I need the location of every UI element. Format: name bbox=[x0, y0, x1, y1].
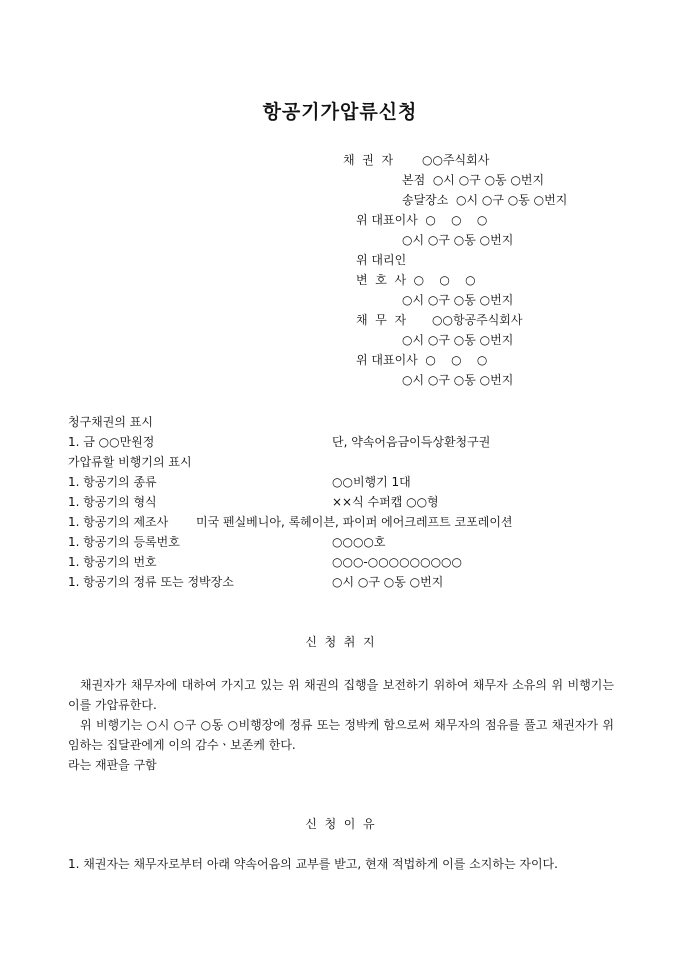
debtor-name: ○○항공주식회사 bbox=[432, 313, 523, 327]
purpose-heading: 신 청 취 지 bbox=[305, 635, 375, 649]
debtor-address: ○시 ○구 ○동 ○번지 bbox=[402, 333, 514, 347]
debtor-representative: 위 대표이사 ○ ○ ○ bbox=[356, 353, 488, 367]
creditor-label: 채 권 자 bbox=[343, 153, 394, 167]
aircraft-number-label: 1. 항공기의 번호 bbox=[68, 555, 157, 569]
creditor-head-office: 본점 ○시 ○구 ○동 ○번지 bbox=[402, 173, 545, 187]
creditor-representative: 위 대표이사 ○ ○ ○ bbox=[356, 213, 488, 227]
creditor-service-address: 송달장소 ○시 ○구 ○동 ○번지 bbox=[402, 193, 568, 207]
debtor-representative-address: ○시 ○구 ○동 ○번지 bbox=[402, 373, 514, 387]
purpose-closing: 라는 재판을 구함 bbox=[68, 758, 157, 772]
aircraft-heading: 가압류할 비행기의 표시 bbox=[68, 455, 192, 469]
claim-amount: 1. 금 ○○만원정 bbox=[68, 435, 155, 449]
lawyer-label: 변 호 사 ○ ○ ○ bbox=[356, 273, 476, 287]
agent-label: 위 대리인 bbox=[356, 253, 407, 267]
aircraft-type-label: 1. 항공기의 종류 bbox=[68, 475, 157, 489]
aircraft-model-label: 1. 항공기의 형식 bbox=[68, 495, 157, 509]
aircraft-type-value: ○○비행기 1대 bbox=[332, 475, 411, 489]
creditor-name: ○○주식회사 bbox=[422, 153, 490, 167]
aircraft-manufacturer-label: 1. 항공기의 제조사 bbox=[68, 515, 169, 529]
aircraft-manufacturer-value: 미국 펜실베니아, 록헤이븐, 파이퍼 에어크레프트 코포레이션 bbox=[196, 515, 513, 529]
reason-heading: 신 청 이 유 bbox=[305, 817, 375, 831]
aircraft-location-value: ○시 ○구 ○동 ○번지 bbox=[332, 575, 444, 589]
aircraft-location-label: 1. 항공기의 정류 또는 정박장소 bbox=[68, 575, 234, 589]
reason-item-1: 1. 채권자는 채무자로부터 아래 약속어음의 교부를 받고, 현재 적법하게 이를 소지하는 자이다. bbox=[68, 857, 558, 871]
aircraft-registration-value: ○○○○호 bbox=[332, 535, 386, 549]
aircraft-registration-label: 1. 항공기의 등록번호 bbox=[68, 535, 180, 549]
claim-note: 단, 약속어음금이득상환청구권 bbox=[332, 435, 491, 449]
purpose-paragraph-2: 위 비행기는 ○시 ○구 ○동 ○비행장에 정류 또는 정박케 함으로써 채무자의 점유를 풀고 채권자가 위임하는 집달관에게 이의 감수ㆍ보존케 한다. bbox=[68, 718, 614, 752]
aircraft-model-value: ××식 수퍼캡 ○○형 bbox=[332, 495, 439, 509]
claim-heading: 청구채권의 표시 bbox=[68, 415, 153, 429]
aircraft-number-value: ○○○-○○○○○○○○○ bbox=[332, 555, 462, 569]
debtor-label: 채 무 자 bbox=[356, 313, 407, 327]
document-title: 항공기가압류신청 bbox=[262, 101, 418, 123]
purpose-paragraph-1: 채권자가 채무자에 대하여 가지고 있는 위 채권의 집행을 보전하기 위하여 채무자 소유의 위 비행기는 이를 가압류한다. bbox=[68, 678, 614, 712]
lawyer-address: ○시 ○구 ○동 ○번지 bbox=[402, 293, 514, 307]
creditor-representative-address: ○시 ○구 ○동 ○번지 bbox=[402, 233, 514, 247]
